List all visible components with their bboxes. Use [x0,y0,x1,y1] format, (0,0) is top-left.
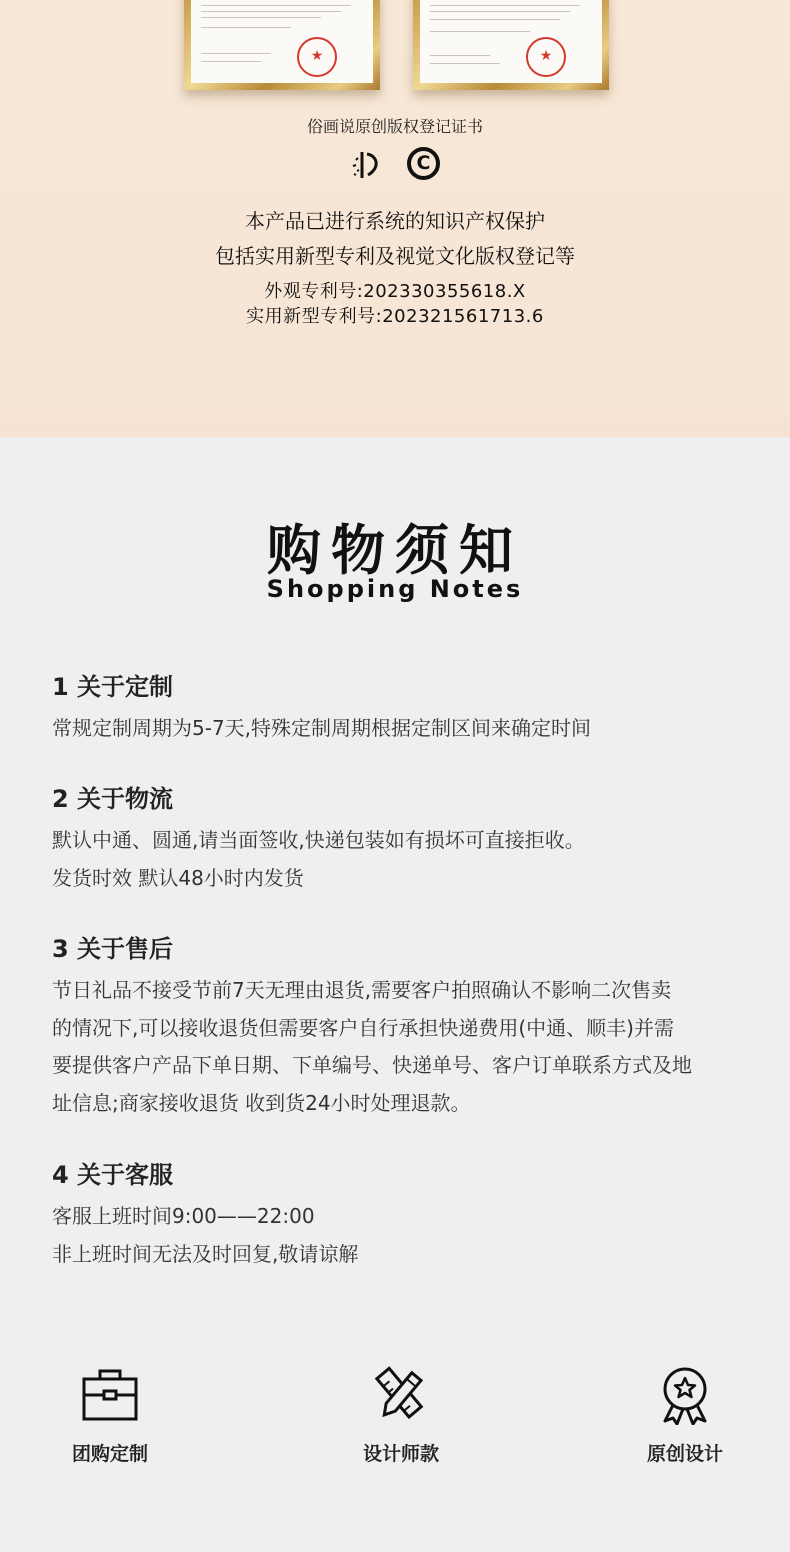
section-text: 常规定制周期为5-7天,特殊定制周期根据定制区间来确定时间 [52,716,592,740]
utility-patent-number: 实用新型专利号:202321561713.6 [246,306,544,327]
pencil-ruler-icon [371,1365,431,1425]
certificate-frame-left [184,0,380,90]
certificate-paper [191,0,373,83]
section-text: 发货时效 默认48小时内发货 [52,865,304,890]
certificate-frame-right [413,0,609,90]
notes-subtitle: Shopping Notes [266,575,524,603]
notes-section-after-sales [52,929,752,1122]
section-heading: 3 关于售后 [52,935,174,963]
section-text: 的情况下,可以接收退货但需要客户自行承担快递费用(中通、顺丰)并需 [52,1015,674,1040]
certificate-caption: 俗画说原创版权登记证书 [306,117,483,136]
red-seal-icon: ★ [526,37,566,77]
feature-designer [321,1365,481,1466]
section-heading: 2 关于物流 [52,785,174,813]
notes-section-customer-service [52,1155,752,1273]
design-patent-number: 外观专利号:202330355618.X [264,281,526,302]
ip-protection-text: 本产品已进行系统的知识产权保护 [245,209,545,233]
notes-title: 购物须知 [267,519,523,582]
section-text: 客服上班时间9:00——22:00 [52,1204,315,1228]
award-badge-icon [655,1365,715,1425]
notes-section-logistics [52,779,752,897]
section-text: 址信息;商家接收退货 收到货24小时处理退款。 [52,1090,471,1115]
ip-scope-text: 包括实用新型专利及视觉文化版权登记等 [215,244,575,268]
notes-section-customization [52,667,752,748]
feature-label: 团购定制 [71,1443,148,1465]
red-seal-icon: ★ [297,37,337,77]
section-text: 节日礼品不接受节前7天无理由退货,需要客户拍照确认不影响二次售卖 [52,978,672,1002]
certificate-section [0,0,790,437]
copyright-icon: C [407,147,440,180]
section-text: 非上班时间无法及时回复,敬请谅解 [52,1241,359,1266]
feature-label: 设计师款 [362,1443,439,1465]
certificate-paper [420,0,602,83]
feature-group-customization [30,1365,190,1466]
section-heading: 4 关于客服 [52,1161,174,1189]
briefcase-icon [80,1365,140,1425]
section-text: 要提供客户产品下单日期、下单编号、快递单号、客户订单联系方式及地 [52,1053,692,1077]
brand-logo-icon [348,148,382,182]
feature-label: 原创设计 [646,1443,723,1465]
feature-original-design [605,1365,765,1466]
section-heading: 1 关于定制 [52,673,174,701]
section-text: 默认中通、圆通,请当面签收,快递包装如有损坏可直接拒收。 [52,828,585,852]
